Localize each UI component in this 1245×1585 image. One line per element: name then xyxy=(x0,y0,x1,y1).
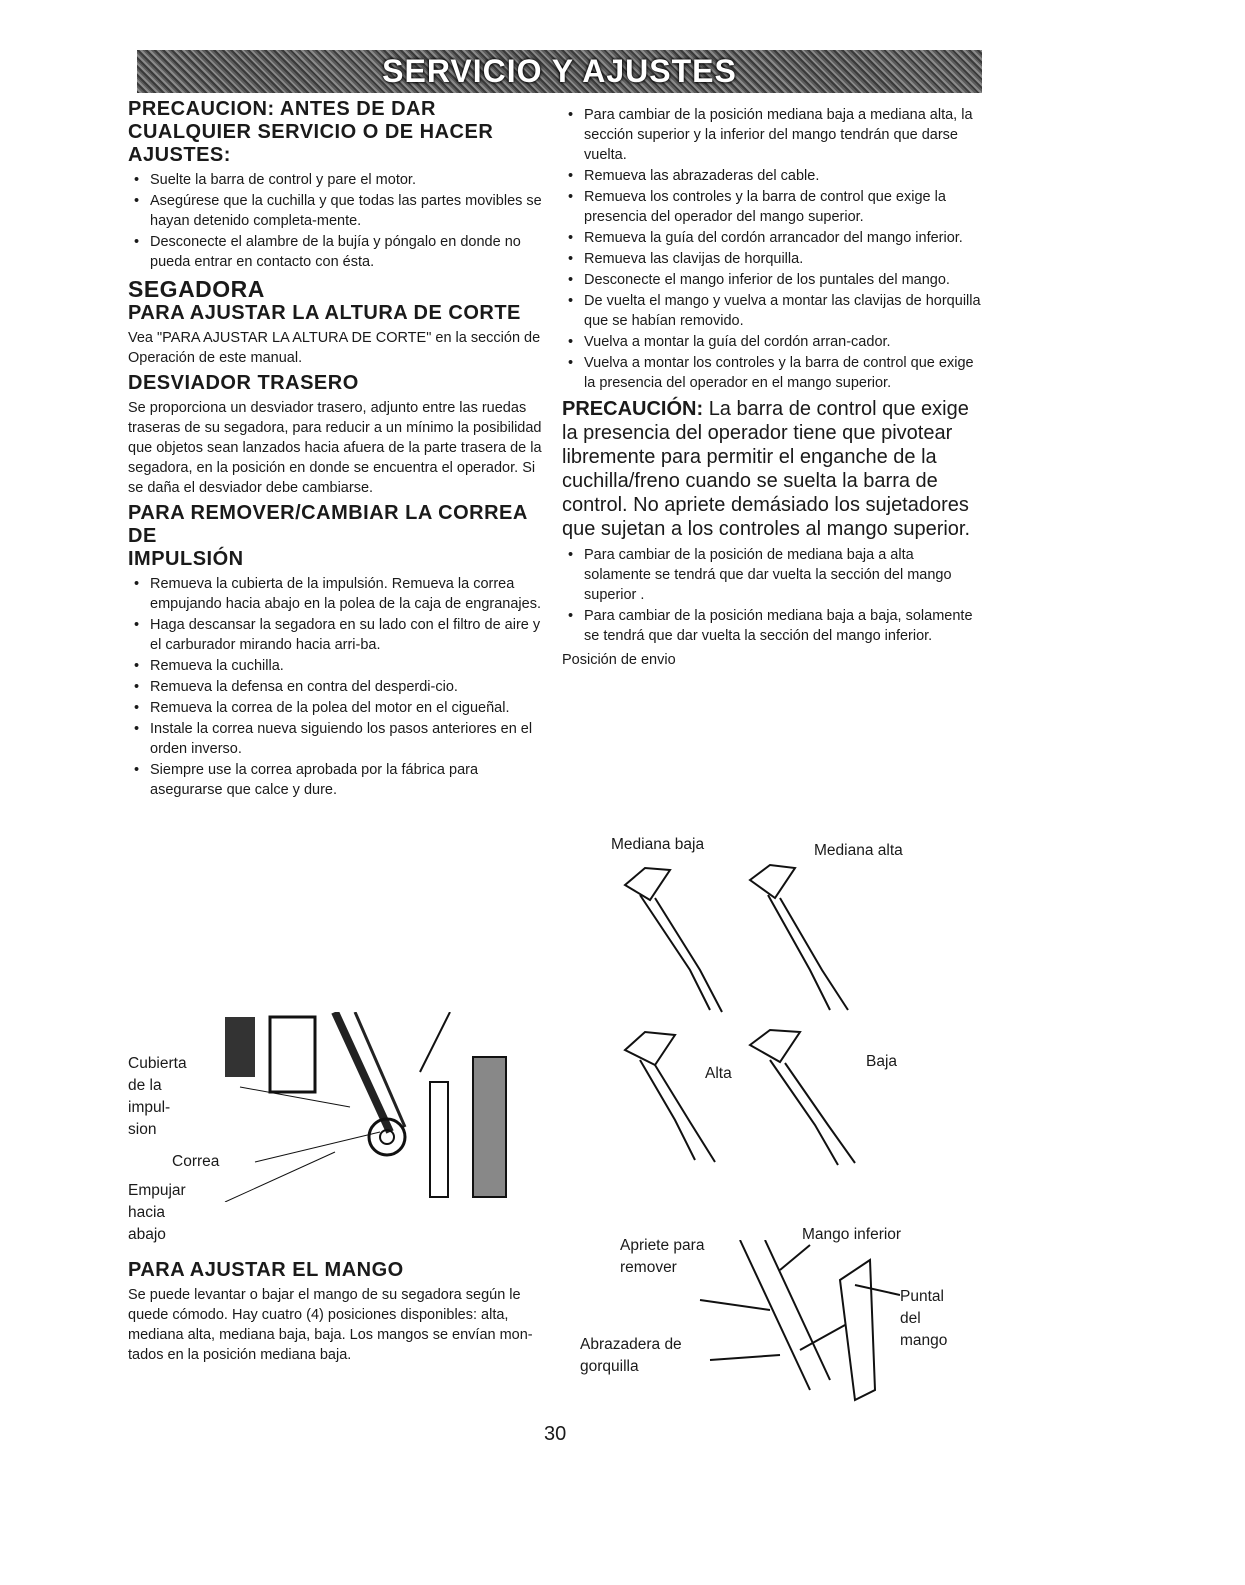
list-item: • Instale la correa nueva siguiendo los pasos anteriores en el orden inverso. xyxy=(128,719,548,759)
altura-text: Vea "PARA AJUSTAR LA ALTURA DE CORTE" en la sección de Operación de este manual. xyxy=(128,330,541,366)
handle-baja-top xyxy=(750,1030,800,1062)
list-item: • Siempre use la correa aprobada por la fábrica para asegurarse que calce y dure. xyxy=(128,760,548,800)
right-column xyxy=(562,102,982,674)
label-mango-inferior: Mango inferior xyxy=(802,1226,902,1243)
mango-text: Se puede levantar o bajar el mango de su segadora según le quede cómodo. Hay cuatro (4) posiciones disponibles: alta, mediana alta, mediana baja, baja. Los mangos se envían mon-tados en la posición mediana baja. xyxy=(128,1287,533,1363)
handle-mediana-baja-top xyxy=(625,868,670,900)
list-item: • De vuelta el mango y vuelva a montar las clavijas de horquilla que se habían removido. xyxy=(562,291,982,331)
position-change-list xyxy=(562,545,982,646)
section-banner xyxy=(137,50,982,93)
list-item: • Vuelva a montar los controles y la barra de control que exige la presencia del operador en el mango superior. xyxy=(562,353,982,393)
posicion-label: Posición de envio xyxy=(562,652,676,668)
segadora-heading: SEGADORA xyxy=(128,276,265,302)
mango-heading: PARA AJUSTAR EL MANGO xyxy=(128,1259,404,1281)
list-item: • Remueva la guía del cordón arrancador del mango inferior. xyxy=(562,228,982,248)
correa-heading xyxy=(128,502,548,571)
list-item: • Remueva la defensa en contra del desperdi-cio. xyxy=(128,677,548,697)
drive-cover-shape xyxy=(225,1017,255,1077)
label-mediana-baja: Mediana baja xyxy=(611,836,705,853)
label-apriete: Apriete para remover xyxy=(620,1237,705,1276)
caution-paragraph xyxy=(562,397,982,541)
caution-list xyxy=(128,170,548,272)
label-empujar: Empujar hacia abajo xyxy=(128,1182,186,1243)
list-item: • Para cambiar de la posición mediana baja a baja, solamente se tendrá que dar vuelta la sección del mango inferior. xyxy=(562,606,982,646)
desviador-heading: DESVIADOR TRASERO xyxy=(128,372,359,394)
list-item: • Remueva los controles y la barra de control que exige la presencia del operador del mango superior. xyxy=(562,187,982,227)
list-item: • Remueva las clavijas de horquilla. xyxy=(562,249,982,269)
list-item: • Remueva la cubierta de la impulsión. Remueva la correa empujando hacia abajo en la polea de la caja de engranajes. xyxy=(128,574,548,614)
handle-strut-shape xyxy=(840,1260,875,1400)
list-item: • Desconecte el mango inferior de los puntales del mango. xyxy=(562,270,982,290)
wheel-shape xyxy=(473,1057,506,1197)
left-column xyxy=(128,98,548,804)
correa-heading-line-1: PARA REMOVER/CAMBIAR LA CORREA DE xyxy=(128,502,528,547)
handle-steps-list xyxy=(562,105,982,393)
label-mediana-alta: Mediana alta xyxy=(814,842,903,859)
label-baja: Baja xyxy=(866,1053,898,1070)
list-item: • Remueva las abrazaderas del cable. xyxy=(562,166,982,186)
list-item: • Desconecte el alambre de la bujía y póngalo en donde no pueda entrar en contacto con ésta. xyxy=(128,232,548,272)
caution-heading: PRECAUCION: ANTES DE DAR CUALQUIER SERVICIO O DE HACER AJUSTES: xyxy=(128,98,494,166)
correa-list xyxy=(128,574,548,800)
correa-heading-line-2: IMPULSIÓN xyxy=(128,548,244,570)
drive-belt-illustration xyxy=(215,1012,515,1202)
caution-label: PRECAUCIÓN: xyxy=(562,398,704,420)
label-abrazadera: Abrazadera de gorquilla xyxy=(580,1336,682,1375)
altura-heading: PARA AJUSTAR LA ALTURA DE CORTE xyxy=(128,302,521,324)
list-item: • Suelte la barra de control y pare el motor. xyxy=(128,170,548,190)
banner-title: SERVICIO Y AJUSTES xyxy=(382,53,737,89)
list-item: • Para cambiar de la posición de mediana baja a alta solamente se tendrá que dar vuelta la sección del mango superior . xyxy=(562,545,982,605)
list-item: • Para cambiar de la posición mediana baja a mediana alta, la sección superior y la inferior del mango tendrán que darse vuelta. xyxy=(562,105,982,165)
handle-alta-top xyxy=(625,1032,675,1065)
list-item: • Remueva la cuchilla. xyxy=(128,656,548,676)
label-cubierta: Cubierta de la impul- sion xyxy=(128,1055,187,1138)
list-item: • Asegúrese que la cuchilla y que todas las partes movibles se hayan detenido completa-mente. xyxy=(128,191,548,231)
mango-section xyxy=(128,1259,548,1369)
list-item: • Remueva la correa de la polea del motor en el cigueñal. xyxy=(128,698,548,718)
desviador-text: Se proporciona un desviador trasero, adjunto entre las ruedas traseras de su segadora, para reducir a un mínimo la posibilidad que objetos sean lanzados hacia afuera de la parte trasera de la segadora, en la posición en donde se encuentra el operador. Si se daña el desviador debe cambiarse. xyxy=(128,400,542,496)
label-alta: Alta xyxy=(705,1065,732,1082)
caution-text: La barra de control que exige la presencia del operador tiene que pivotear libremente para permitir el enganche de la cuchilla/freno cuando se suelta la barra de control. No apriete demásiado los sujetadores que sujetan a los controles al mango superior. xyxy=(562,398,971,540)
label-correa: Correa xyxy=(172,1153,220,1170)
list-item: • Haga descansar la segadora en su lado con el filtro de aire y el carburador mirando hacia arri-ba. xyxy=(128,615,548,655)
label-puntal: Puntal del mango xyxy=(900,1288,948,1349)
page-number: 30 xyxy=(544,1423,567,1445)
handle-mediana-alta-top xyxy=(750,865,795,898)
housing-shape xyxy=(270,1017,315,1092)
list-item: • Vuelva a montar la guía del cordón arran-cador. xyxy=(562,332,982,352)
handle-positions-illustration xyxy=(600,860,890,1210)
